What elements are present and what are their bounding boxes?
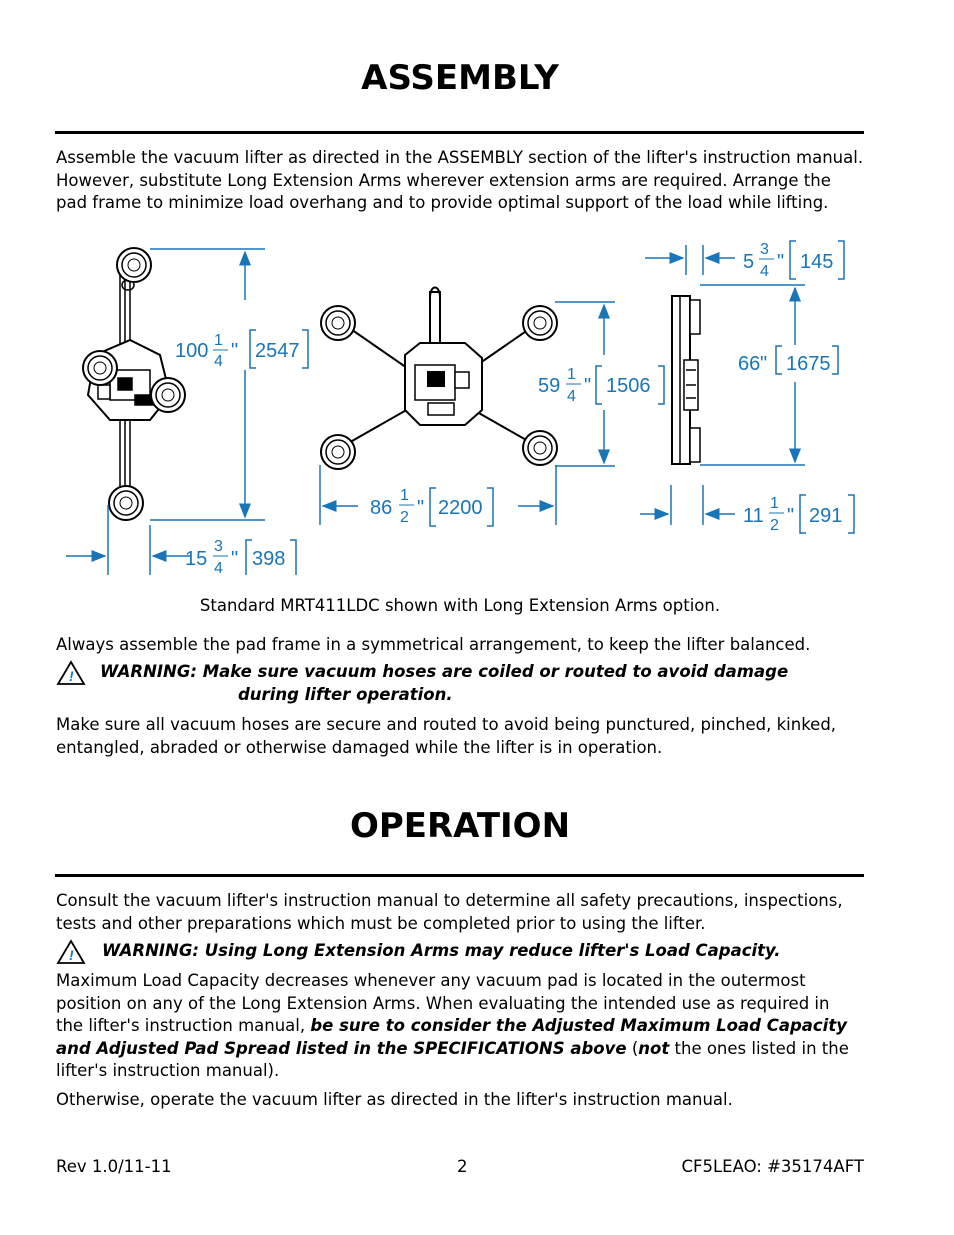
- svg-text:": ": [231, 340, 239, 362]
- pad-icon: [109, 486, 143, 520]
- svg-text:": ": [231, 548, 239, 570]
- svg-text:2547: 2547: [255, 340, 300, 362]
- svg-text:!: !: [69, 947, 74, 963]
- svg-text:3: 3: [760, 241, 769, 258]
- footer-rev: Rev 1.0/11-11: [56, 1157, 172, 1176]
- capacity-warning: ! WARNING: Using Long Extension Arms may reduce lifter's Load Capacity.: [56, 940, 868, 963]
- svg-text:145: 145: [800, 251, 834, 273]
- dim-59-1-4: 59: [538, 375, 561, 397]
- symmetry-text: Always assemble the pad frame in a symmetrical arrangement, to keep the lifter balanced.: [56, 635, 811, 654]
- dim-5-3-4: 5: [743, 251, 755, 273]
- svg-text:1: 1: [770, 495, 779, 512]
- svg-text:2: 2: [400, 509, 409, 526]
- pad-icon: [83, 351, 117, 385]
- pad-icon: [523, 431, 557, 465]
- svg-text:": ": [760, 353, 768, 375]
- dim-86-1-2: 86: [370, 497, 393, 519]
- svg-text:1675: 1675: [786, 353, 831, 375]
- svg-text:4: 4: [214, 353, 223, 370]
- capacity-text: Maximum Load Capacity decreases whenever any vacuum pad is located in the outermost position on any of the Long Extension Arms. When evaluating the intended use as required in the lifter's instruction manual, be sure to consider the Adjusted Maximum Load Capacity and Adjusted Pad Spread listed in the SPECIFICATIONS above (not the ones listed in the lifter's instruction manual).: [56, 971, 849, 1080]
- pad-icon: [321, 306, 355, 340]
- operation-rule: [55, 874, 864, 877]
- assembly-intro: Assemble the vacuum lifter as directed in the ASSEMBLY section of the lifter's instruction manual. However, substitute Long Extension Arms wherever extension arms are required. Arrange the pad frame to minimize load overhang and to provide optimal support of the load while lifting.: [56, 148, 864, 212]
- svg-text:291: 291: [809, 505, 843, 527]
- figure-caption: Standard MRT411LDC shown with Long Extension Arms option.: [199, 596, 721, 615]
- svg-text:": ": [787, 505, 795, 527]
- svg-text:4: 4: [567, 388, 576, 405]
- svg-text:1: 1: [214, 332, 223, 349]
- svg-text:": ": [417, 497, 425, 519]
- hoses-text: Make sure all vacuum hoses are secure and routed to avoid being punctured, pinched, kinked, entangled, abraded or otherwise damaged while the lifter is in operation.: [56, 715, 837, 757]
- operation-intro: Consult the vacuum lifter's instruction manual to determine all safety precautions, inspections, tests and other preparations which must be completed prior to using the lifter.: [56, 891, 843, 933]
- lifter-dimension-drawing: [0, 235, 954, 575]
- pad-icon: [321, 435, 355, 469]
- svg-text:": ": [584, 375, 592, 397]
- svg-text:398: 398: [252, 548, 286, 570]
- dim-100-1-4: 100: [175, 340, 209, 362]
- dim-11-1-2: 11: [743, 505, 764, 527]
- svg-text:1: 1: [400, 487, 409, 504]
- assembly-rule: [55, 131, 864, 134]
- svg-text:": ": [777, 251, 785, 273]
- svg-text:2: 2: [770, 517, 779, 534]
- dim-15-3-4: 15: [185, 548, 208, 570]
- warning-icon: [56, 660, 86, 686]
- pad-icon: [151, 378, 185, 412]
- otherwise-text: Otherwise, operate the vacuum lifter as directed in the lifter's instruction manual.: [56, 1090, 733, 1109]
- hose-warning: ! WARNING: Make sure vacuum hoses are coiled or routed to avoid damage during lifter operation.: [56, 661, 868, 706]
- lifter-view-center: [345, 288, 535, 446]
- operation-heading: OPERATION: [349, 806, 571, 846]
- svg-text:4: 4: [760, 263, 769, 280]
- lifter-view-right: [672, 296, 700, 464]
- svg-text:2200: 2200: [438, 497, 483, 519]
- svg-text:3: 3: [214, 538, 223, 555]
- svg-text:1506: 1506: [606, 375, 651, 397]
- pad-icon: [523, 306, 557, 340]
- dim-66: 66: [738, 353, 761, 375]
- footer-doc-id: CF5LEAO: #35174AFT: [681, 1157, 864, 1176]
- svg-text:!: !: [69, 668, 74, 684]
- svg-text:1: 1: [567, 366, 576, 383]
- warning-icon: [56, 939, 86, 965]
- assembly-heading: ASSEMBLY: [361, 58, 559, 98]
- footer-page-number: 2: [457, 1157, 468, 1176]
- pad-icon: [117, 248, 151, 282]
- svg-text:4: 4: [214, 560, 223, 575]
